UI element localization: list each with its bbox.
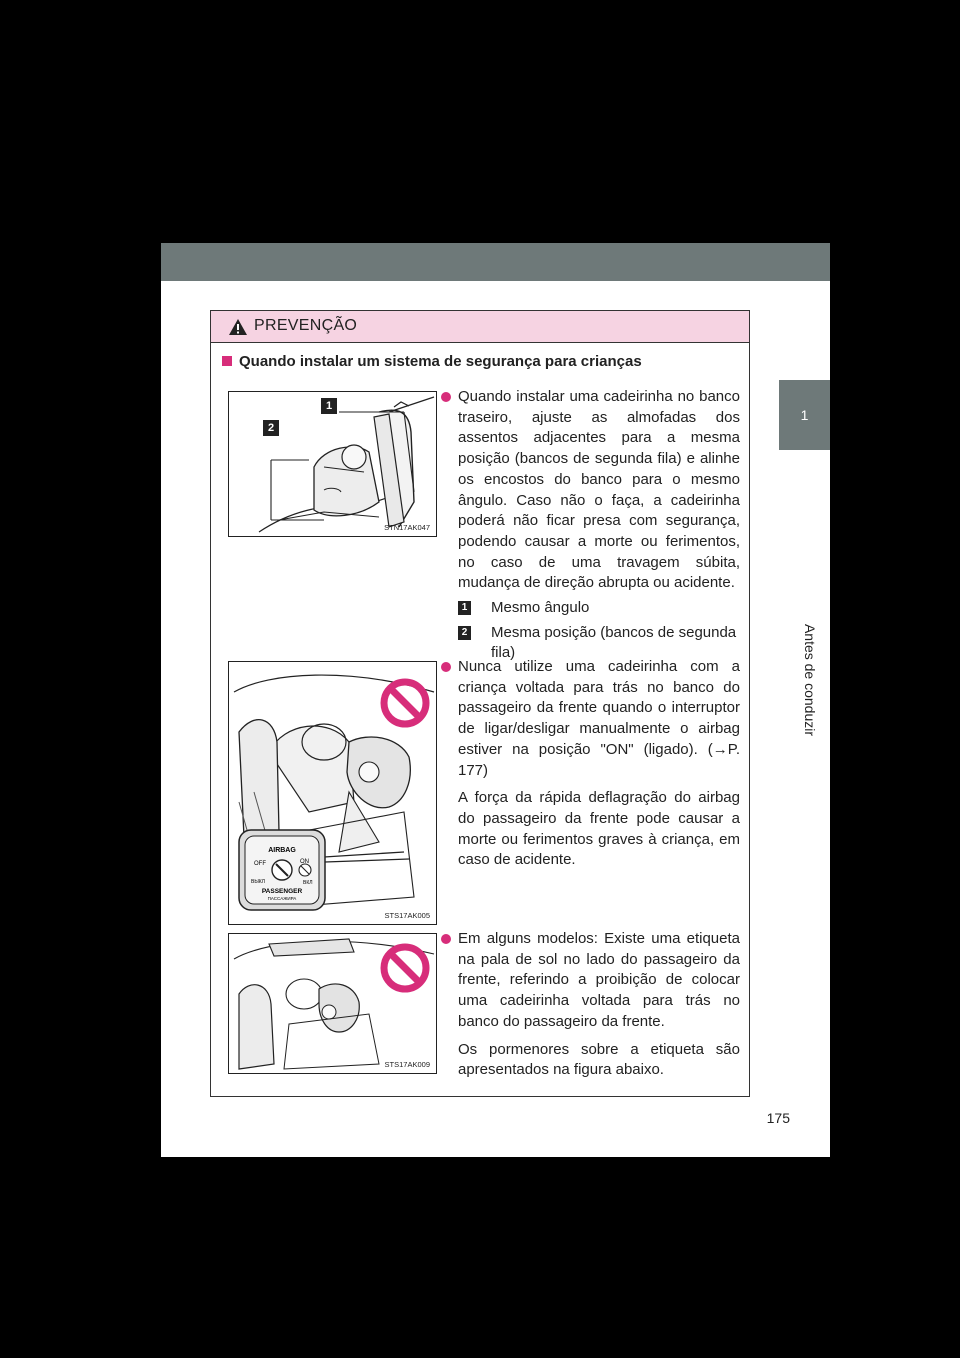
- switch-off-label: OFF: [254, 861, 266, 867]
- caption-text: Mesma posição (bancos de segunda fila): [491, 623, 737, 662]
- caption-number: 1: [458, 601, 471, 615]
- figure-badge-1: 1: [321, 398, 337, 414]
- caption-1: [440, 598, 740, 619]
- figure-sun-visor: [228, 933, 437, 1074]
- item-3: [440, 929, 740, 1081]
- chapter-label-text: Antes de conduzir: [802, 623, 818, 737]
- bullet-icon: [441, 662, 451, 672]
- square-bullet-icon: [222, 356, 232, 366]
- item-3-text: Em alguns modelos: Existe uma etiqueta na pala de sol no lado do passageiro da frente, referindo a proibição de colocar uma cadeirinha voltada para trás no banco do passageiro da frente.: [458, 930, 740, 1030]
- bullet-icon: [441, 392, 451, 402]
- bullet-icon: [441, 934, 451, 944]
- page-number: 175: [766, 1110, 790, 1126]
- chapter-tab-number: 1: [800, 407, 809, 423]
- switch-off-ru-label: ВЫКЛ: [251, 879, 265, 885]
- prohibition-icon: [379, 942, 431, 994]
- chapter-tab[interactable]: [779, 380, 830, 450]
- warning-triangle-icon: [228, 318, 248, 336]
- item-1-text: Quando instalar uma cadeirinha no banco traseiro, ajuste as almofadas dos assentos adjacentes para a mesma posição (bancos de segunda fila) e alinhe os encostos do banco para o mesmo ângulo. Caso não o faça, a cadeirinha poderá não ficar presa com segurança, podendo causar a morte ou ferimentos, no caso de uma travagem súbita, mudança de direção abrupta ou acidente.: [458, 388, 740, 592]
- caption-number: 2: [458, 626, 471, 640]
- chapter-label: [800, 580, 820, 780]
- switch-passenger-ru-label: ПАССАЖИРА: [267, 896, 297, 901]
- item-2-subtext: A força da rápida deflagração do airbag do passageiro da frente pode causar a morte ou ferimentos graves à criança, em caso de acidente.: [458, 789, 740, 869]
- item-1: [440, 387, 740, 664]
- item-3-subtext: Os pormenores sobre a etiqueta são apresentados na figura abaixo.: [458, 1040, 740, 1079]
- section-heading: [222, 353, 642, 370]
- figure-airbag-switch: [228, 661, 437, 925]
- figure-child-seat-rear: [228, 391, 437, 537]
- item-2-text: Nunca utilize uma cadeirinha com a criança voltada para trás no banco do passageiro da frente quando o interruptor de ligar/desligar manualmente o airbag estiver na posição "ON" (ligado). (→P. 177): [458, 658, 740, 779]
- figure-badge-2: 2: [263, 420, 279, 436]
- switch-on-label: ON: [300, 859, 309, 865]
- figure-code: STS17AK005: [384, 911, 430, 920]
- warning-title: PREVENÇÃO: [254, 317, 358, 334]
- warning-header: [211, 311, 749, 343]
- item-2: [440, 657, 740, 871]
- switch-on-ru-label: ВКЛ: [303, 880, 313, 886]
- figure-code: STS17AK009: [384, 1060, 430, 1069]
- switch-title: AIRBAG: [268, 847, 296, 854]
- caption-text: Mesmo ângulo: [491, 599, 590, 617]
- warning-box: [210, 310, 750, 1097]
- page-header-band: [161, 243, 830, 281]
- prohibition-icon: [379, 677, 431, 729]
- switch-passenger-label: PASSENGER: [261, 888, 303, 895]
- figure-code: STN17AK047: [384, 523, 430, 532]
- section-heading-text: Quando instalar um sistema de segurança para crianças: [239, 353, 642, 370]
